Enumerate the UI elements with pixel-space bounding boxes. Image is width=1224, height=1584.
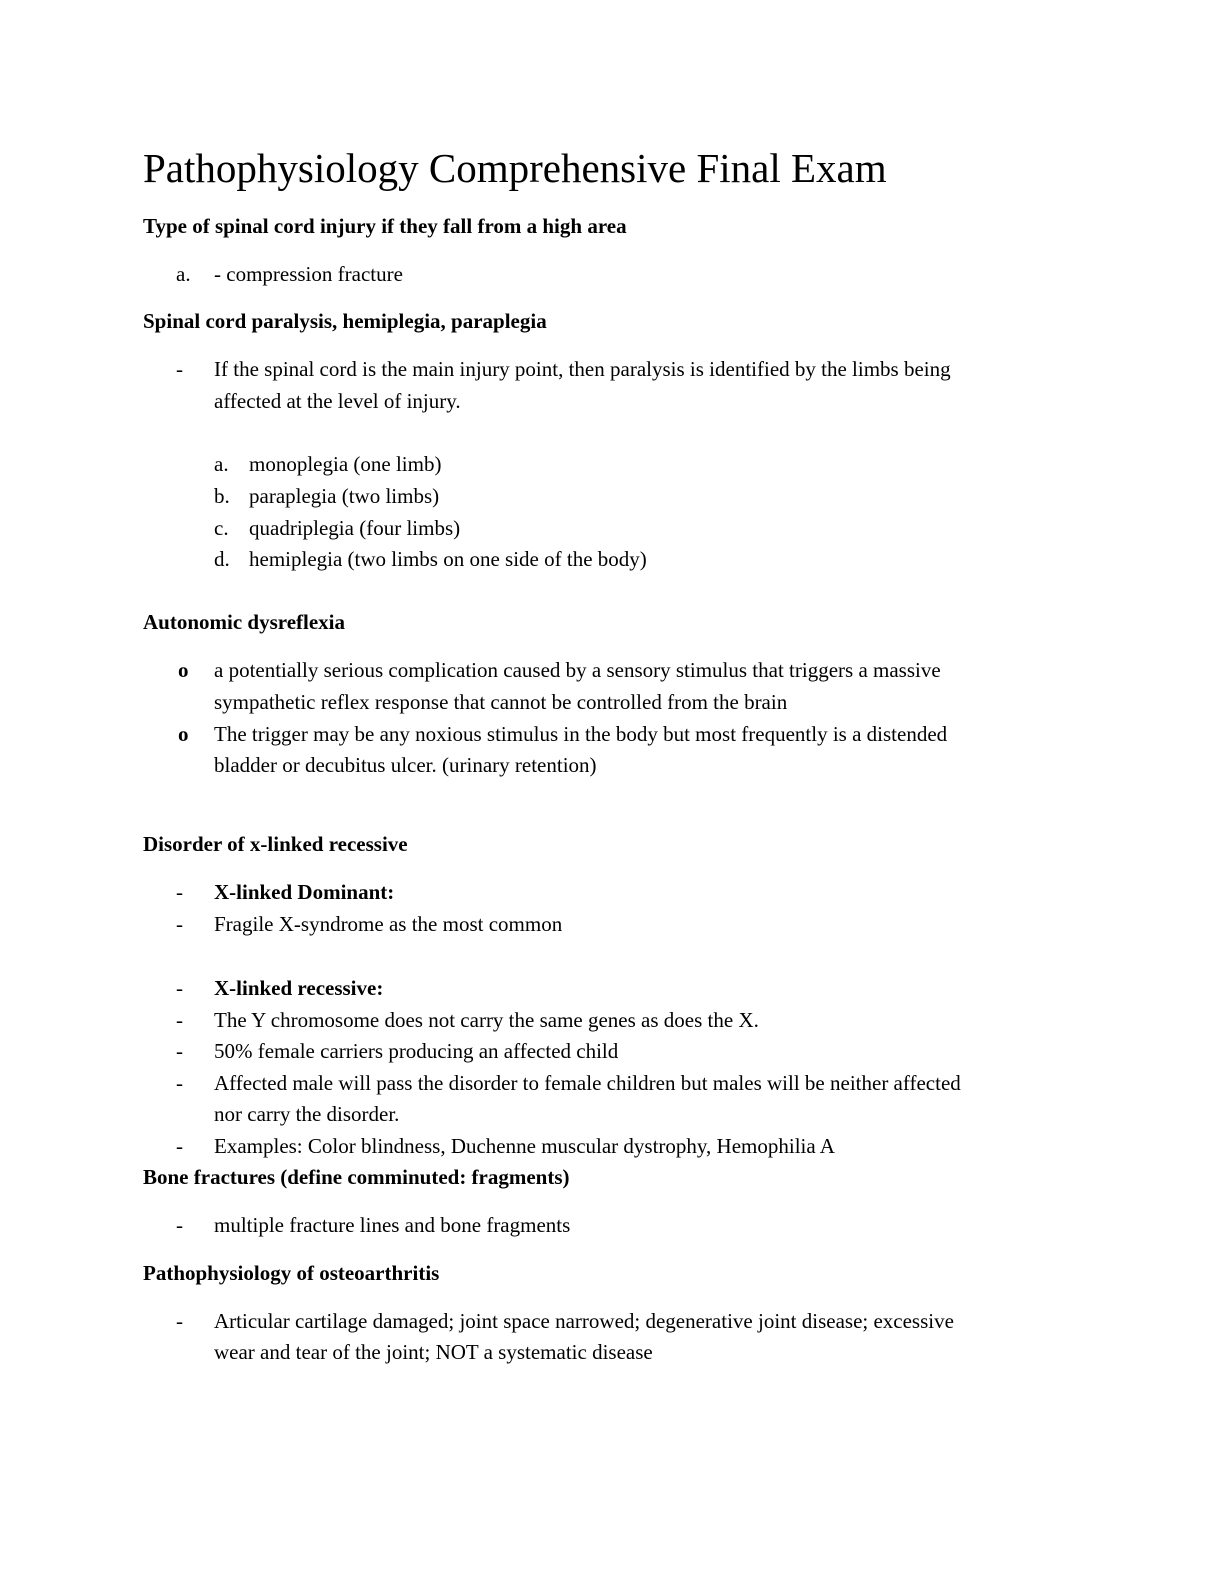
list-item: 50% female carriers producing an affected child — [214, 1039, 619, 1063]
list-item: X-linked Dominant: — [214, 880, 395, 904]
list-item: Fragile X-syndrome as the most common — [214, 912, 563, 936]
list-marker: - — [176, 1008, 183, 1032]
list-item: - compression fracture — [214, 262, 403, 286]
list-item-line: Affected male will pass the disorder to female children but males will be neither affected — [214, 1071, 961, 1095]
list-item-line: bladder or decubitus ulcer. (urinary retention) — [214, 753, 597, 777]
list-marker: a. — [214, 452, 229, 476]
list-item-line: Articular cartilage damaged; joint space narrowed; degenerative joint disease; excessive — [214, 1309, 954, 1333]
list-item-line: a potentially serious complication caused by a sensory stimulus that triggers a massive — [214, 658, 941, 682]
list-item: X-linked recessive: — [214, 976, 384, 1000]
list-marker: - — [176, 1213, 183, 1237]
list-marker: - — [176, 1071, 183, 1095]
list-marker: - — [176, 1039, 183, 1063]
section-heading-spinal-injury: Type of spinal cord injury if they fall from a high area — [143, 214, 627, 238]
list-marker: - — [176, 357, 183, 381]
list-item: paraplegia (two limbs) — [249, 484, 440, 508]
list-marker: b. — [214, 484, 230, 508]
list-item-line: The trigger may be any noxious stimulus in the body but most frequently is a distended — [214, 722, 948, 746]
section-heading-osteoarthritis: Pathophysiology of osteoarthritis — [143, 1261, 440, 1285]
section-heading-xlinked: Disorder of x-linked recessive — [143, 832, 408, 856]
bullet-marker: o — [178, 722, 189, 746]
list-item: quadriplegia (four limbs) — [249, 516, 461, 540]
list-item: monoplegia (one limb) — [249, 452, 442, 476]
list-marker: - — [176, 880, 183, 904]
list-marker: - — [176, 1309, 183, 1333]
list-item-line: wear and tear of the joint; NOT a systematic disease — [214, 1340, 653, 1364]
list-item: hemiplegia (two limbs on one side of the body) — [249, 547, 647, 571]
list-marker: - — [176, 912, 183, 936]
list-marker: d. — [214, 547, 230, 571]
list-item: Examples: Color blindness, Duchenne muscular dystrophy, Hemophilia A — [214, 1134, 835, 1158]
list-item-line: nor carry the disorder. — [214, 1102, 400, 1126]
list-marker: - — [176, 1134, 183, 1158]
section-heading-dysreflexia: Autonomic dysreflexia — [143, 610, 346, 634]
list-item: The Y chromosome does not carry the same genes as does the X. — [214, 1008, 759, 1032]
list-marker: c. — [214, 516, 229, 540]
list-item: multiple fracture lines and bone fragments — [214, 1213, 571, 1237]
section-heading-paralysis: Spinal cord paralysis, hemiplegia, paraplegia — [143, 309, 547, 333]
list-marker: - — [176, 976, 183, 1000]
bullet-marker: o — [178, 658, 189, 682]
list-marker: a. — [176, 262, 191, 286]
page-title: Pathophysiology Comprehensive Final Exam — [143, 145, 887, 191]
list-item-line: If the spinal cord is the main injury point, then paralysis is identified by the limbs being — [214, 357, 951, 381]
list-item-line: sympathetic reflex response that cannot be controlled from the brain — [214, 690, 788, 714]
section-heading-fractures: Bone fractures (define comminuted: fragments) — [143, 1165, 570, 1189]
list-item-line: affected at the level of injury. — [214, 389, 461, 413]
